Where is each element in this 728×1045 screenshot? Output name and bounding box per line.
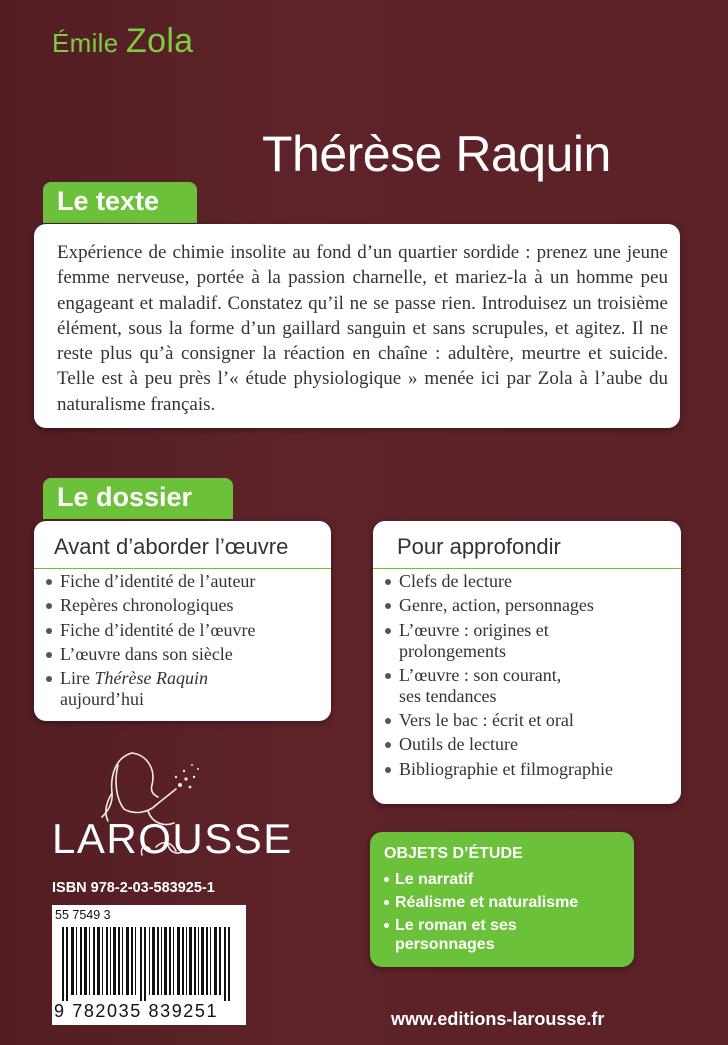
list-item-prefix: Lire [60,668,95,689]
list-item: Fiche d’identité de l’auteur [46,571,323,592]
book-title: Thérèse Raquin [262,126,611,182]
pour-approfondir-list [385,571,673,783]
list-item: Le roman et ses personnages [384,916,555,954]
texte-summary-card [34,224,680,428]
barcode-bars [60,927,240,1001]
list-item-italic-title: Thérèse Raquin [94,668,208,689]
pour-approfondir-card [373,521,681,804]
larousse-logo: LAROUSSE [52,815,293,862]
list-item: Repères chronologiques [46,595,323,616]
avant-aborder-heading: Avant d’aborder l’œuvre [34,521,331,569]
list-item: Clefs de lecture [385,571,673,592]
objets-etude-list [384,870,578,958]
pour-approfondir-heading: Pour approfondir [373,521,681,569]
objets-etude-heading: OBJETS D’ÉTUDE [384,845,523,862]
list-item: Outils de lecture [385,734,673,755]
list-item: Le narratif [384,870,578,889]
avant-aborder-list [46,571,323,713]
list-item: L’œuvre dans son siècle [46,644,323,665]
isbn-text: ISBN 978-2-03-583925-1 [52,880,215,896]
list-item: Réalisme et naturalisme [384,893,578,912]
list-item: Genre, action, personnages [385,595,673,616]
list-item: Fiche d’identité de l’œuvre [46,620,323,641]
list-item: L’œuvre : son courant, ses tendances [385,665,574,707]
list-item: L’œuvre : origines et prolongements [385,620,569,662]
barcode-top-number: 55 7549 3 [55,908,111,922]
list-item: Vers le bac : écrit et oral [385,710,673,731]
barcode [52,905,246,1025]
list-item: Bibliographie et filmographie [385,759,673,780]
objets-etude-box [370,832,634,967]
list-item-suffix: aujourd’hui [60,689,144,710]
publisher-website: www.editions-larousse.fr [391,1009,605,1029]
list-item [46,668,323,710]
avant-aborder-card [34,521,331,721]
author-first-name: Émile [52,28,119,58]
author-last-name: Zola [126,22,194,60]
summary-paragraph: Expérience de chimie insolite au fond d’un quartier sordide : prenez une jeune femme nerveuse, portée à la passion charnelle, et mariez-la à un homme peu engageant et maladif. Constatez qu’il ne se passe rien. Introduisez un troisième élément, sous la forme d’un gaillard sanguin et sans scrupules, et agitez. Il ne reste plus qu’à consigner la réaction en chaîne : adultère, meurtre et suicide. Telle est à peu près l’« étude physiologique » menée ici par Zola à l’aube du naturalisme français. [57,242,668,415]
barcode-number: 9 782035 839251 [54,1001,219,1021]
le-dossier-tab: Le dossier [43,478,233,519]
le-texte-tab: Le texte [43,182,197,223]
author-name [52,22,193,61]
